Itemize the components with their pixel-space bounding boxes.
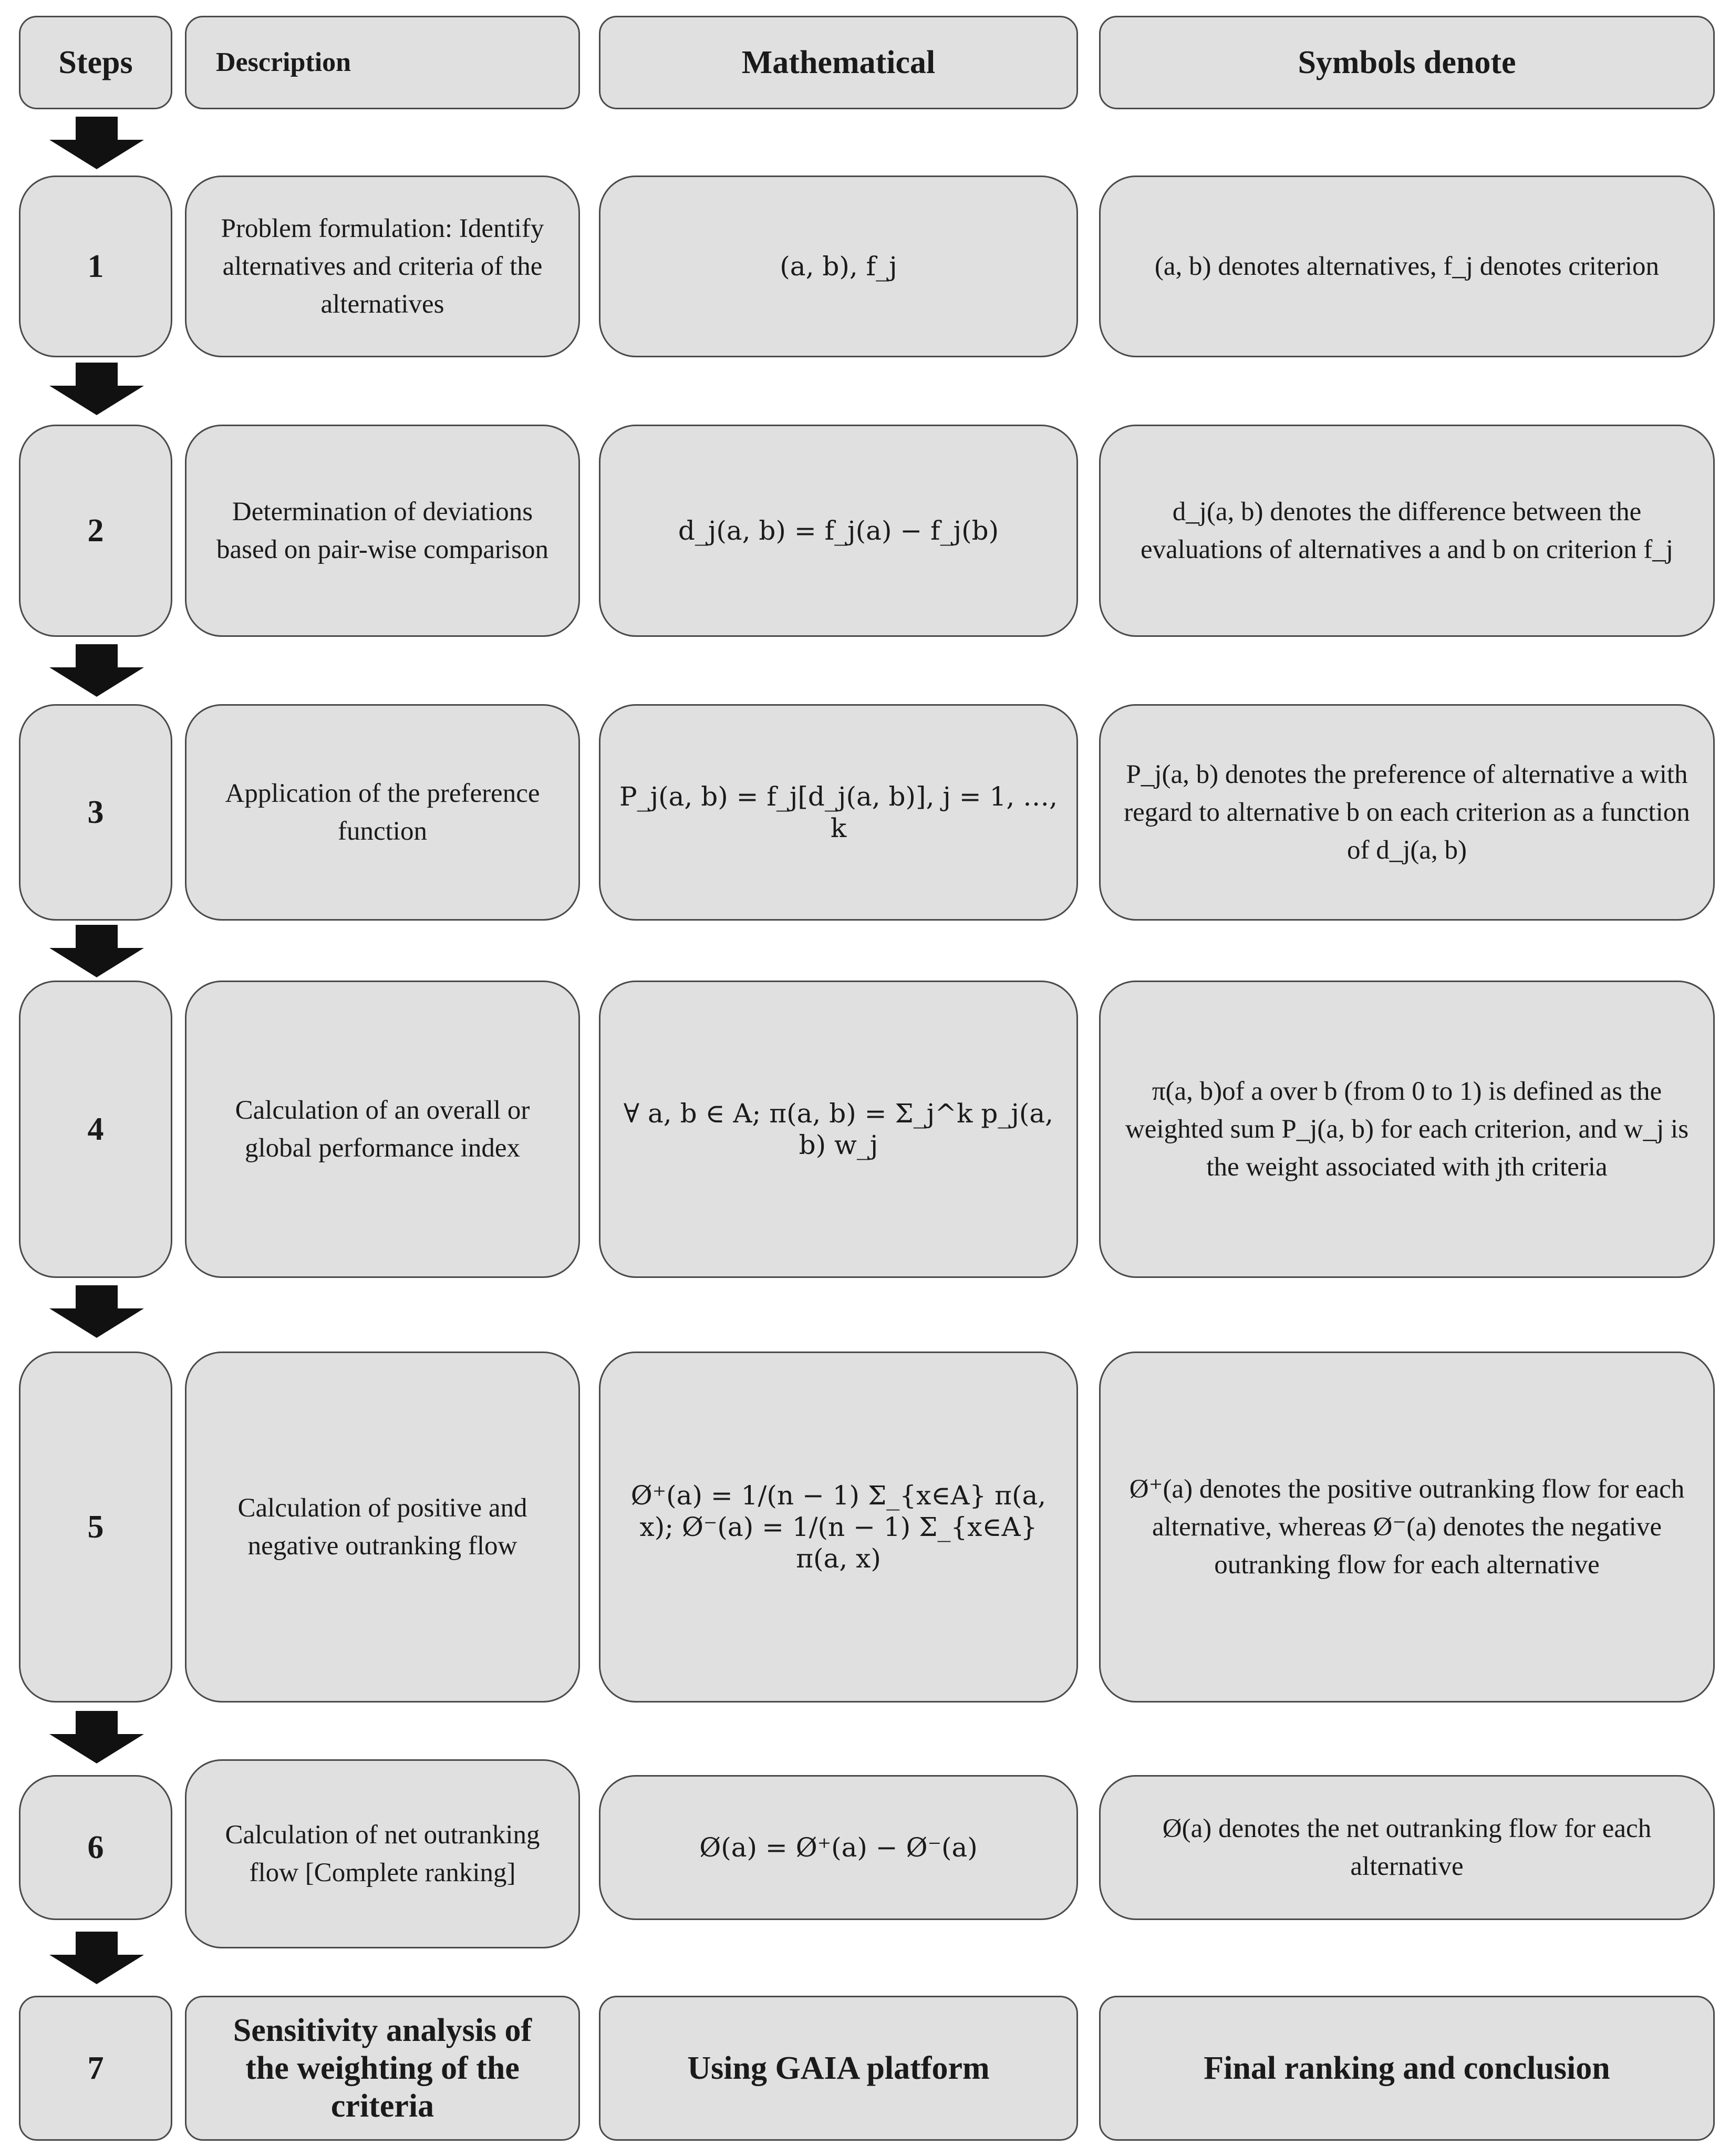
step-2-math [599,425,1078,637]
step-symbols-text: P_j(a, b) denotes the preference of alternative a with regard to alternative b on each criterion as a function of d_j(a, b) [1124,760,1690,865]
step-1-math [599,176,1078,357]
step-math-text: Using GAIA platform [687,2050,990,2086]
step-number: 4 [87,1111,104,1147]
step-1-description [185,176,580,357]
step-2-description [185,425,580,637]
step-6-symbols [1099,1775,1715,1920]
step-4-number-box [19,981,172,1278]
step-symbols-text: d_j(a, b) denotes the difference between the evaluations of alternatives a and b on criterion f_j [1141,497,1673,564]
step-number: 5 [87,1509,104,1545]
down-arrow-icon [49,925,144,977]
step-3-math [599,704,1078,921]
down-arrow-icon [49,1285,144,1338]
step-symbols-text: π(a, b)of a over b (from 0 to 1) is defined as the weighted sum P_j(a, b) for each criterion, and w_j is the weight associated with jth criteria [1125,1077,1689,1182]
step-math-formula: ∀ a, b ∈ A; π(a, b) = Σ_j^k p_j(a, b) w_j [623,1098,1054,1160]
header-mathematical [599,16,1078,109]
step-4-math [599,981,1078,1278]
down-arrow-icon [49,1932,144,1984]
step-description-text: Calculation of net outranking flow [Complete ranking] [225,1820,540,1887]
step-math-formula: d_j(a, b) = f_j(a) − f_j(b) [678,515,999,546]
down-arrow-icon [49,1711,144,1763]
step-symbols-text: Final ranking and conclusion [1204,2050,1610,2086]
step-math-formula: P_j(a, b) = f_j[d_j(a, b)], j = 1, …, k [619,781,1058,843]
step-7-number-box [19,1996,172,2141]
step-description-text: Problem formulation: Identify alternatives and criteria of the alternatives [221,214,544,319]
step-description-text: Calculation of positive and negative outranking flow [237,1493,527,1561]
step-number: 2 [87,512,104,549]
step-description-text: Sensitivity analysis of the weighting of the criteria [233,2013,532,2124]
step-description-text: Determination of deviations based on pair-wise comparison [216,497,549,564]
step-5-number-box [19,1352,172,1703]
header-steps [19,16,172,109]
step-5-description [185,1352,580,1703]
step-3-description [185,704,580,921]
header-description [185,16,580,109]
step-symbols-text: Ø(a) denotes the net outranking flow for each alternative [1162,1814,1652,1881]
step-number: 3 [87,794,104,830]
step-2-number-box [19,425,172,637]
header-steps-label: Steps [58,45,133,80]
step-6-math [599,1775,1078,1920]
step-3-number-box [19,704,172,921]
step-description-text: Calculation of an overall or global performance index [235,1096,530,1163]
step-number: 6 [87,1829,104,1865]
step-1-number-box [19,176,172,357]
header-symbols [1099,16,1715,109]
header-description-label: Description [216,47,351,77]
step-7-symbols [1099,1996,1715,2141]
step-symbols-text: Ø⁺(a) denotes the positive outranking flow for each alternative, whereas Ø⁻(a) denotes the negative outranking flow for each alternative [1129,1474,1685,1580]
step-math-formula: Ø⁺(a) = 1/(n − 1) Σ_{x∈A} π(a, x); Ø⁻(a) = 1/(n − 1) Σ_{x∈A} π(a, x) [630,1480,1047,1574]
step-2-symbols [1099,425,1715,637]
step-7-math [599,1996,1078,2141]
step-math-formula: Ø(a) = Ø⁺(a) − Ø⁻(a) [699,1832,978,1863]
step-description-text: Application of the preference function [225,779,540,846]
down-arrow-icon [49,644,144,697]
step-math-formula: (a, b), f_j [780,251,897,282]
header-mathematical-label: Mathematical [741,45,936,80]
step-number: 7 [87,2050,104,2086]
step-7-description [185,1996,580,2141]
step-5-math [599,1352,1078,1703]
step-6-number-box [19,1775,172,1920]
step-6-description [185,1759,580,1948]
step-4-symbols [1099,981,1715,1278]
down-arrow-icon [49,117,144,169]
header-symbols-label: Symbols denote [1298,45,1516,80]
step-1-symbols [1099,176,1715,357]
step-symbols-text: (a, b) denotes alternatives, f_j denotes criterion [1154,252,1660,281]
step-number: 1 [87,248,104,284]
step-3-symbols [1099,704,1715,921]
step-5-symbols [1099,1352,1715,1703]
down-arrow-icon [49,363,144,415]
step-4-description [185,981,580,1278]
